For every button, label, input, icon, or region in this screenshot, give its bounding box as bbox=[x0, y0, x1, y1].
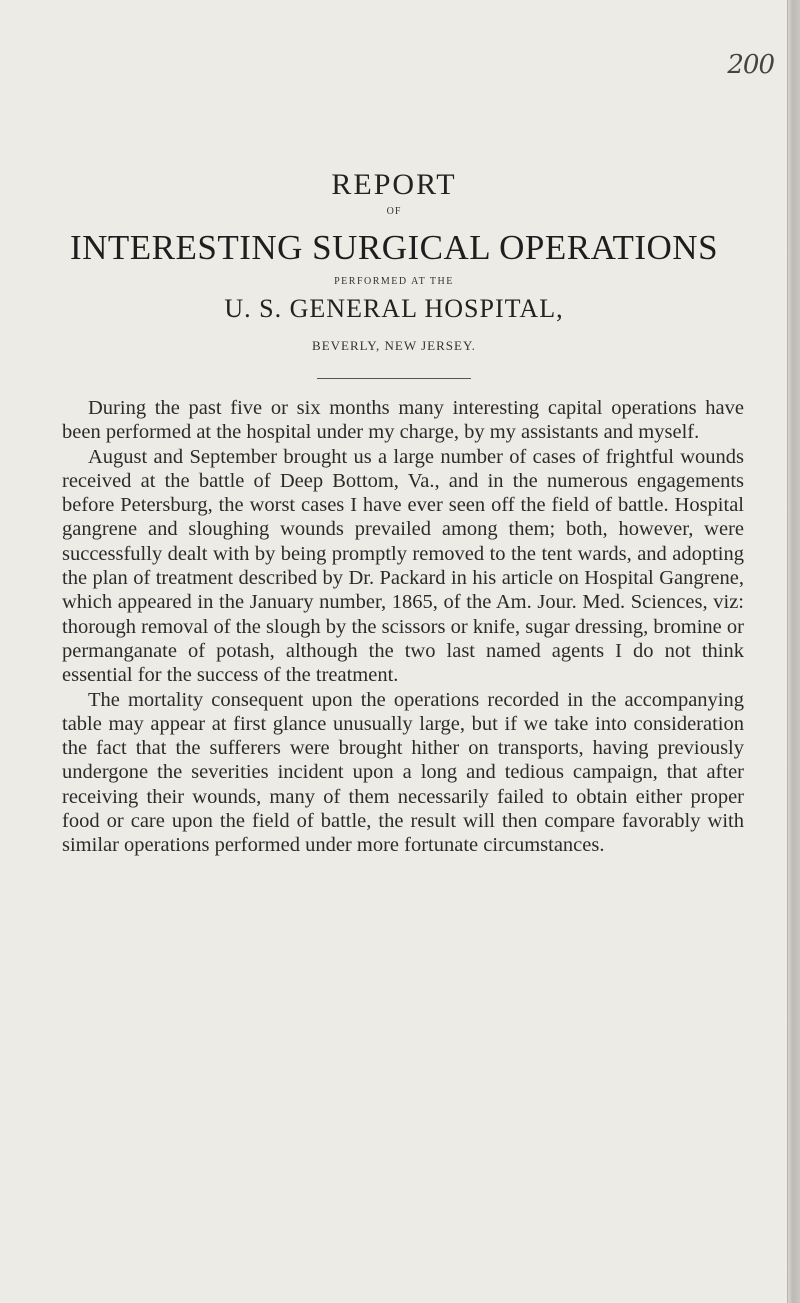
title-of: OF bbox=[386, 206, 402, 217]
body-text bbox=[62, 396, 744, 858]
handwritten-page-number: 200 bbox=[727, 50, 774, 80]
title-hospital: U. S. GENERAL HOSPITAL, bbox=[224, 294, 564, 323]
title-report: REPORT bbox=[331, 168, 457, 201]
paragraph-2: August and September brought us a large number of cases of frightful wounds received at the battle of Deep Bottom, Va., and in the numerous engagements before Petersburg, the worst cases I have ever seen off the field of battle. Hospital gangrene and sloughing wounds prevailed among them; both, however, were successfully dealt with by being promptly removed to the tent wards, and adopting the plan of treatment described by Dr. Packard in his article on Hospital Gangrene, which appeared in the January number, 1865, of the Am. Jour. Med. Sciences, viz: thorough removal of the slough by the scissors or knife, sugar dressing, bromine or permanganate of potash, although the two last named agents I do not think essential for the success of the treatment. bbox=[62, 445, 744, 687]
page-edge bbox=[787, 0, 800, 1303]
paragraph-3: The mortality consequent upon the operations recorded in the accompanying table may appear at first glance unusually large, but if we take into consideration the fact that the sufferers were brought hither on transports, having previously undergone the severities incident upon a long and tedious campaign, that after receiving their wounds, many of them necessarily failed to obtain either proper food or care upon the field of battle, the result will then compare favorably with similar operations performed under more fortunate circumstances. bbox=[62, 688, 744, 857]
title-divider bbox=[317, 378, 471, 379]
title-location: BEVERLY, NEW JERSEY. bbox=[312, 338, 476, 353]
paragraph-1: During the past five or six months many interesting capital operations have been performed at the hospital under my charge, by my assistants and myself. bbox=[62, 397, 744, 444]
title-performed: PERFORMED AT THE bbox=[334, 276, 454, 287]
title-main: INTERESTING SURGICAL OPERATIONS bbox=[69, 228, 719, 267]
